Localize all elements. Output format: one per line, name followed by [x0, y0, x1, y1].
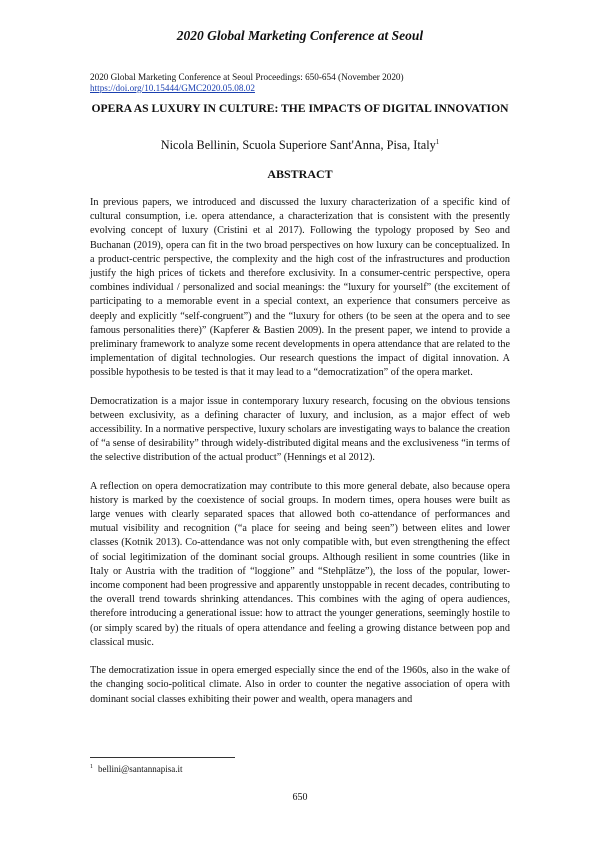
- paragraph: A reflection on opera democratization may contribute to this more general debate, also because opera history is marked by the coexistence of social groups. In modern times, opera houses were built as large venues with clearly separated spaces that allowed both co-attendance of performances and mutual visibility and recognition (“a place for seeing and being seen”) between elites and lower classes (Kotnik 2013). Co-attendance was not only compatible with, but even strengthening the effect of social legitimization of the dominant social groups. Although resilient in some countries (like in Italy or Austria with the tradition of “loggione” and “Stehplätze”), the loss of the popular, lower-income component had been progressive and apparently unstoppable in recent decades, contributing to the overall trend towards shrinking attendances. This combines with the aging of opera audiences, therefore introducing a generational issue: how to attract the younger generations, seemingly hostile to (or simply scared by) the rituals of opera attendance and feeling a growing distance between pop and classical music.: [90, 480, 510, 648]
- author-line: [0, 138, 600, 153]
- citation-block: [90, 72, 510, 94]
- paragraph: In previous papers, we introduced and discussed the luxury characterization of a specific kind of cultural consumption, i.e. opera attendance, a characterization that is consistent with the presently evolving concept of luxury (Cristini et al 2017). Following the typology proposed by Seo and Buchanan (2019), opera can fit in the two broad perspectives on how luxury can be conceptualized. In a product-centric perspective, the complexity and the high cost of the infrastructures and production justify the high prices of tickets and therefore exclusivity. In a consumer-centric perspective, opera combines individual / personalized and social meanings: the “luxury for yourself” (the excitement of participating to a memorable event in a special context, an experience that consumers perceive as deeply and explicitly “self-congruent”) and the “luxury for others (to be seen at the opera and to see famous personalities there)” (Kapferer & Bastien 2009). In the present paper, we intend to provide a preliminary framework to analyze some recent developments in opera attendance that are related to the implementation of digital technologies. Our research questions the impact of digital innovation. A possible hypothesis to be tested is that it may lead to a “democratization” of the opera market.: [90, 197, 510, 379]
- proceedings-line: 2020 Global Marketing Conference at Seoul Proceedings: 650-654 (November 2020): [90, 72, 404, 82]
- footnote-email: bellini@santannapisa.it: [98, 764, 183, 774]
- paper-title: OPERA AS LUXURY IN CULTURE: THE IMPACTS OF DIGITAL INNOVATION: [91, 102, 509, 115]
- footnote-mark: 1: [435, 138, 440, 146]
- abstract-heading: ABSTRACT: [267, 167, 333, 181]
- running-head: 2020 Global Marketing Conference at Seoul: [176, 28, 424, 43]
- abstract-body: [90, 196, 510, 721]
- paragraph: The democratization issue in opera emerged especially since the end of the 1960s, also in the wake of the changing socio-political climate. Also in order to counter the negative association of opera with dominant social classes exhibiting their power and wealth, opera managers and: [90, 665, 510, 705]
- footnote-divider: [90, 757, 235, 758]
- footnote-number: 1: [90, 764, 93, 770]
- doi-link[interactable]: https://doi.org/10.15444/GMC2020.05.08.02: [90, 83, 255, 93]
- footnote: [90, 762, 510, 775]
- paragraph: Democratization is a major issue in contemporary luxury research, focusing on the obvious tensions between exclusivity, as a defining character of luxury, and inclusion, as a major effect of web accessibility. In a normative perspective, luxury scholars are investigating ways to balance the creation of “a sense of desirability” through widely-distributed digital means and the exclusiveness “in terms of the selective distribution of the actual product” (Hennings et al 2012).: [90, 395, 510, 464]
- page-number: 650: [292, 792, 308, 803]
- author-affiliation: Nicola Bellinin, Scuola Superiore Sant'Anna, Pisa, Italy: [160, 138, 436, 153]
